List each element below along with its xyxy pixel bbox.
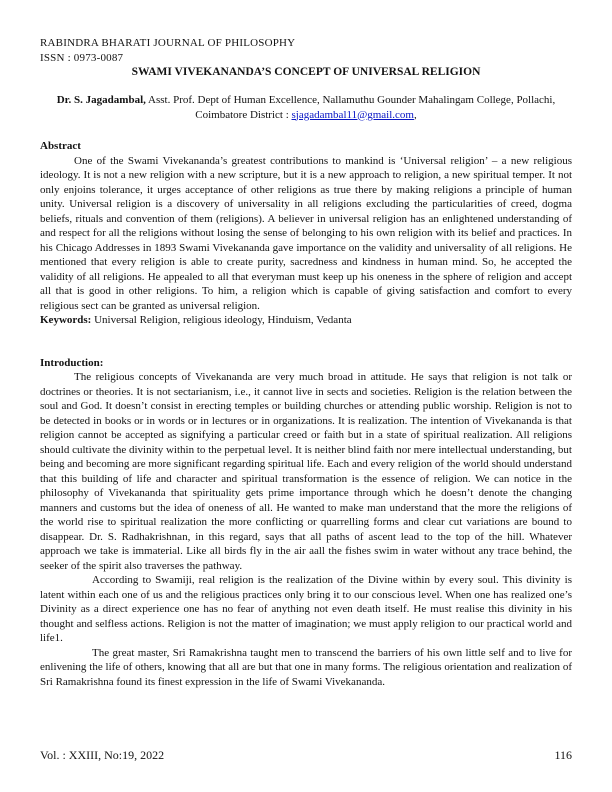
journal-name: RABINDRA BHARATI JOURNAL OF PHILOSOPHY (40, 37, 296, 49)
author-block (50, 93, 562, 122)
abstract-paragraph: One of the Swami Vivekananda’s greatest contributions to mankind is ‘Universal religion’ – a new religious ideology. It is not a new religion with a new scripture, but it is a new approach to religion, a new spiritual temper. It not only enjoins tolerance, it urges acceptance of other religions as true there by making religions a principle of human unity. Universal religion is a discovery of universality in all religions excluding the particularities of creed, dogma beliefs, rituals and convention of them (religions). A believer in universal religion has an enlightened understanding of and respect for all the religions without losing the sense of belonging to his own religion with its belief and practices. In his Chicago Addresses in 1893 Swami Vivekananda gave importance on the validity and universality of all religions. He mentioned that every religion is able to create purity, sacredness and kindness in human mind. So, he accepted the validity of all religions. He appealed to all that everyman must keep up his oneness in the sphere of religion and accept all that is good in other religions. To him, a religion which is capable of giving satisfaction and comfort to every religious sect can be granted as universal religion. (40, 154, 572, 312)
introduction-paragraph-3: The great master, Sri Ramakrishna taught men to transcend the barriers of his own little self and to live for enlivening the life of others, knowing that all are but that one in many forms. The religious orientation and realization of Sri Ramakrishna found its finest expression in the life of Swami Vivekananda. (40, 646, 572, 688)
introduction-paragraph-2: According to Swamiji, real religion is the realization of the Divine within by every soul. This divinity is latent within each one of us and the religious practices only bring it to our conscious level. When one has realized one’s Divinity as a direct experience one has no fear of anything not even death itself. He must realise this divinity in his thought and selfless actions. Religion is not the matter of imagination; we must apply religion to our practical world and life1. (40, 574, 572, 644)
introduction-paragraph-1: The religious concepts of Vivekananda are very much broad in attitude. He says that religion is not talk or doctrines or theories. It is not sectarianism, i.e., it cannot live in sects and societies. Religion is the relation between the soul and God. It doesn’t consist in erecting temples or building churches or attending public worship. Religion is not to be detected in books or in words or in lectures or in organizations. It is realization. The intention of Vivekananda is that religion cannot be accepted as signifying a particular creed or faith but in a state of spiritual realization. All religions should cultivate the divinity within to the perpetual level. It is neither blind faith nor mere intellectual understanding, but being and becoming are more significant regarding spiritual life. Each and every religion of the world should understand that this building of life and character and spiritual transformation is the essence of religion. We can notice in the philosophy of Vivekananda that spirituality gets prime importance through which he doesn’t denote the changing manners and customs but the idea of oneness of all. He wanted to make man understand that the more the religions of the world rise to spiritual realization the more conflicting or quarrelling forms and clear cut variations are bound to disappear. Dr. S. Radhakrishnan, in this regard, says that all paths of ascent lead to the top of the hill. Whatever approach we take is immaterial. Like all birds fly in the air aall the fishes swim in water without any trace behind, the seeker of the spirit also traverses the pathway. (40, 371, 572, 572)
author-name: Dr. S. Jagadambal, (56, 94, 146, 106)
keywords-line (40, 313, 572, 328)
abstract-heading: Abstract (40, 140, 81, 152)
issn-number: ISSN : 0973-0087 (40, 51, 124, 64)
page-number: 116 (554, 748, 572, 762)
author-email-link[interactable]: sjagadambal11@gmail.com (291, 108, 414, 121)
author-affiliation: Asst. Prof. Dept of Human Excellence, Nallamuthu Gounder Mahalingam College, Pollachi, Coimbatore District : (148, 94, 556, 121)
volume-info: Vol. : XXIII, No:19, 2022 (40, 748, 165, 762)
author-email-trailing-comma: , (413, 108, 417, 121)
keywords-label: Keywords: (40, 314, 92, 326)
page-footer (40, 748, 572, 763)
keywords-text: Universal Religion, religious ideology, Hinduism, Vedanta (91, 314, 352, 326)
introduction-heading: Introduction: (40, 356, 104, 369)
article-title: SWAMI VIVEKANANDA’S CONCEPT OF UNIVERSAL RELIGION (131, 66, 481, 78)
